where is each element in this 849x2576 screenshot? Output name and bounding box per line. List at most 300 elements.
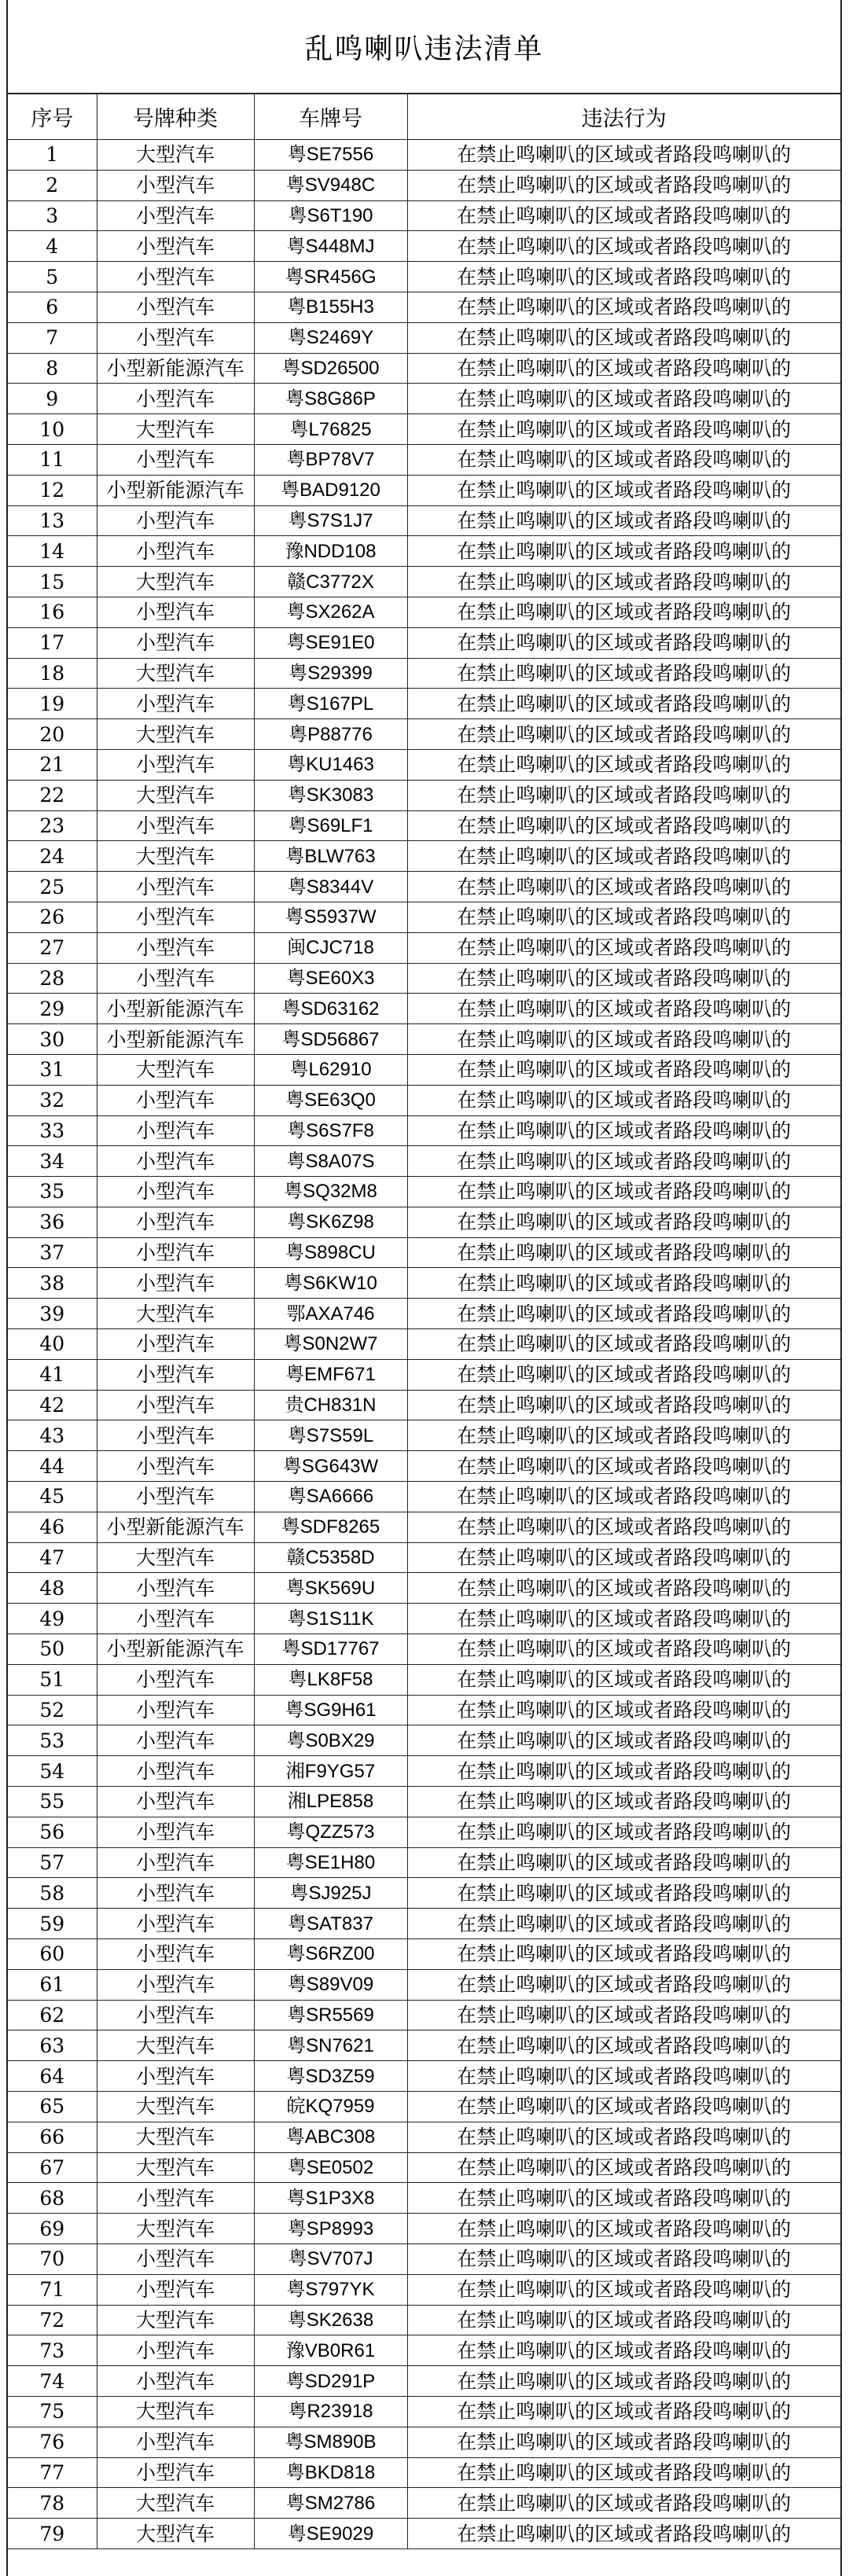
table-row <box>8 262 840 292</box>
table-row <box>8 1482 840 1512</box>
plate-number-cell: 粤S0N2W7 <box>254 1329 407 1360</box>
serial-number-cell: 51 <box>8 1664 97 1695</box>
plate-type-cell: 小型汽车 <box>97 2061 254 2092</box>
serial-number-cell: 63 <box>8 2030 97 2061</box>
plate-number-cell: 粤ABC308 <box>254 2122 407 2152</box>
plate-type-cell: 小型汽车 <box>97 200 254 231</box>
plate-number-cell: 粤S69LF1 <box>254 810 407 841</box>
table-row <box>8 597 840 627</box>
serial-number-cell: 40 <box>8 1329 97 1360</box>
plate-type-cell: 小型汽车 <box>97 1085 254 1115</box>
violation-cell: 在禁止鸣喇叭的区域或者路段鸣喇叭的 <box>407 1268 840 1299</box>
table-row <box>8 627 840 658</box>
serial-number-cell: 46 <box>8 1512 97 1542</box>
plate-number-cell: 粤S89V09 <box>254 1969 407 2000</box>
violation-cell: 在禁止鸣喇叭的区域或者路段鸣喇叭的 <box>407 1299 840 1329</box>
plate-type-cell: 小型汽车 <box>97 2457 254 2488</box>
plate-number-cell: 粤SR456G <box>254 262 407 292</box>
violation-cell: 在禁止鸣喇叭的区域或者路段鸣喇叭的 <box>407 1725 840 1756</box>
plate-number-cell: 粤SE1H80 <box>254 1847 407 1878</box>
table-row <box>8 2000 840 2030</box>
violation-cell: 在禁止鸣喇叭的区域或者路段鸣喇叭的 <box>407 1115 840 1146</box>
plate-number-cell: 闽CJC718 <box>254 932 407 963</box>
violation-cell: 在禁止鸣喇叭的区域或者路段鸣喇叭的 <box>407 231 840 262</box>
table-row <box>8 353 840 384</box>
plate-type-cell: 小型汽车 <box>97 505 254 536</box>
violation-cell: 在禁止鸣喇叭的区域或者路段鸣喇叭的 <box>407 1695 840 1725</box>
serial-number-cell: 21 <box>8 749 97 780</box>
violation-cell: 在禁止鸣喇叭的区域或者路段鸣喇叭的 <box>407 1177 840 1207</box>
serial-number-cell: 20 <box>8 719 97 750</box>
table-row <box>8 1878 840 1909</box>
plate-type-cell: 小型汽车 <box>97 1146 254 1177</box>
violation-cell: 在禁止鸣喇叭的区域或者路段鸣喇叭的 <box>407 2243 840 2274</box>
table-row <box>8 2274 840 2305</box>
table-row <box>8 505 840 536</box>
plate-number-cell: 粤S8344V <box>254 872 407 902</box>
serial-number-cell: 45 <box>8 1482 97 1512</box>
table-header <box>8 94 840 140</box>
table-row <box>8 1420 840 1451</box>
violation-cell: 在禁止鸣喇叭的区域或者路段鸣喇叭的 <box>407 1420 840 1451</box>
plate-number-cell: 粤P88776 <box>254 719 407 750</box>
table-row <box>8 1573 840 1604</box>
plate-number-cell: 粤S797YK <box>254 2274 407 2305</box>
table-row <box>8 140 840 171</box>
violation-cell: 在禁止鸣喇叭的区域或者路段鸣喇叭的 <box>407 1787 840 1817</box>
plate-type-cell: 大型汽车 <box>97 2305 254 2335</box>
table-row <box>8 2519 840 2549</box>
plate-number-cell: 粤SD56867 <box>254 1024 407 1055</box>
plate-number-cell: 粤S2469Y <box>254 322 407 353</box>
violation-cell: 在禁止鸣喇叭的区域或者路段鸣喇叭的 <box>407 749 840 780</box>
plate-type-cell: 小型新能源汽车 <box>97 1512 254 1542</box>
serial-number-cell: 24 <box>8 841 97 872</box>
table-row <box>8 1115 840 1146</box>
violation-cell: 在禁止鸣喇叭的区域或者路段鸣喇叭的 <box>407 1817 840 1847</box>
serial-number-cell: 16 <box>8 597 97 627</box>
table-row <box>8 1054 840 1085</box>
plate-number-cell: 粤SE7556 <box>254 140 407 171</box>
plate-type-cell: 大型汽车 <box>97 2122 254 2152</box>
plate-type-cell: 小型汽车 <box>97 2243 254 2274</box>
header-plate-type: 号牌种类 <box>97 94 254 140</box>
serial-number-cell: 13 <box>8 505 97 536</box>
plate-type-cell: 小型新能源汽车 <box>97 994 254 1024</box>
serial-number-cell: 28 <box>8 963 97 994</box>
table-row <box>8 1787 840 1817</box>
violation-cell: 在禁止鸣喇叭的区域或者路段鸣喇叭的 <box>407 597 840 627</box>
serial-number-cell: 48 <box>8 1573 97 1604</box>
plate-number-cell: 湘LPE858 <box>254 1787 407 1817</box>
plate-number-cell: 粤S7S59L <box>254 1420 407 1451</box>
serial-number-cell: 11 <box>8 444 97 475</box>
table-row <box>8 1390 840 1420</box>
violation-cell: 在禁止鸣喇叭的区域或者路段鸣喇叭的 <box>407 719 840 750</box>
plate-type-cell: 小型汽车 <box>97 2335 254 2366</box>
serial-number-cell: 35 <box>8 1177 97 1207</box>
table-row <box>8 2305 840 2335</box>
plate-type-cell: 小型新能源汽车 <box>97 475 254 505</box>
table-row <box>8 2366 840 2397</box>
plate-type-cell: 大型汽车 <box>97 841 254 872</box>
plate-number-cell: 粤SM2786 <box>254 2488 407 2519</box>
plate-type-cell: 大型汽车 <box>97 1299 254 1329</box>
violation-cell: 在禁止鸣喇叭的区域或者路段鸣喇叭的 <box>407 2305 840 2335</box>
table-row <box>8 567 840 597</box>
serial-number-cell: 79 <box>8 2519 97 2549</box>
plate-type-cell: 小型汽车 <box>97 1817 254 1847</box>
plate-type-cell: 小型汽车 <box>97 902 254 932</box>
plate-type-cell: 大型汽车 <box>97 2092 254 2122</box>
violation-cell: 在禁止鸣喇叭的区域或者路段鸣喇叭的 <box>407 1939 840 1970</box>
plate-type-cell: 小型汽车 <box>97 170 254 200</box>
plate-type-cell: 小型汽车 <box>97 1604 254 1634</box>
violation-cell: 在禁止鸣喇叭的区域或者路段鸣喇叭的 <box>407 1207 840 1237</box>
serial-number-cell: 64 <box>8 2061 97 2092</box>
violation-cell: 在禁止鸣喇叭的区域或者路段鸣喇叭的 <box>407 2427 840 2457</box>
violation-cell: 在禁止鸣喇叭的区域或者路段鸣喇叭的 <box>407 414 840 445</box>
table-row <box>8 749 840 780</box>
plate-type-cell: 大型汽车 <box>97 1542 254 1573</box>
table-row <box>8 292 840 322</box>
table-row <box>8 2183 840 2214</box>
serial-number-cell: 7 <box>8 322 97 353</box>
header-violation: 违法行为 <box>407 94 840 140</box>
plate-type-cell: 小型新能源汽车 <box>97 1024 254 1055</box>
violation-cell: 在禁止鸣喇叭的区域或者路段鸣喇叭的 <box>407 1237 840 1268</box>
plate-number-cell: 粤R23918 <box>254 2396 407 2427</box>
table-row <box>8 1329 840 1360</box>
plate-type-cell: 小型汽车 <box>97 689 254 719</box>
serial-number-cell: 69 <box>8 2214 97 2244</box>
violation-cell: 在禁止鸣喇叭的区域或者路段鸣喇叭的 <box>407 292 840 322</box>
plate-number-cell: 粤SN7621 <box>254 2030 407 2061</box>
plate-number-cell: 贵CH831N <box>254 1390 407 1420</box>
table-row <box>8 810 840 841</box>
violation-cell: 在禁止鸣喇叭的区域或者路段鸣喇叭的 <box>407 140 840 171</box>
violation-cell: 在禁止鸣喇叭的区域或者路段鸣喇叭的 <box>407 353 840 384</box>
table-row <box>8 444 840 475</box>
violation-cell: 在禁止鸣喇叭的区域或者路段鸣喇叭的 <box>407 1756 840 1787</box>
plate-number-cell: 粤SD291P <box>254 2366 407 2397</box>
violation-cell: 在禁止鸣喇叭的区域或者路段鸣喇叭的 <box>407 1664 840 1695</box>
serial-number-cell: 50 <box>8 1634 97 1665</box>
plate-number-cell: 粤S0BX29 <box>254 1725 407 1756</box>
plate-number-cell: 鄂AXA746 <box>254 1299 407 1329</box>
table-row <box>8 536 840 567</box>
plate-number-cell: 粤SA6666 <box>254 1482 407 1512</box>
plate-number-cell: 粤SV948C <box>254 170 407 200</box>
table-row <box>8 1207 840 1237</box>
plate-type-cell: 小型新能源汽车 <box>97 353 254 384</box>
serial-number-cell: 30 <box>8 1024 97 1055</box>
plate-type-cell: 小型汽车 <box>97 1939 254 1970</box>
table-row <box>8 170 840 200</box>
serial-number-cell: 67 <box>8 2152 97 2183</box>
violation-cell: 在禁止鸣喇叭的区域或者路段鸣喇叭的 <box>407 384 840 414</box>
plate-number-cell: 粤KU1463 <box>254 749 407 780</box>
violation-cell: 在禁止鸣喇叭的区域或者路段鸣喇叭的 <box>407 2152 840 2183</box>
table-row <box>8 2061 840 2092</box>
plate-type-cell: 小型汽车 <box>97 1969 254 2000</box>
table-row <box>8 1756 840 1787</box>
violation-cell: 在禁止鸣喇叭的区域或者路段鸣喇叭的 <box>407 200 840 231</box>
plate-type-cell: 小型汽车 <box>97 1207 254 1237</box>
plate-type-cell: 大型汽车 <box>97 719 254 750</box>
plate-number-cell: 豫NDD108 <box>254 536 407 567</box>
serial-number-cell: 65 <box>8 2092 97 2122</box>
serial-number-cell: 49 <box>8 1604 97 1634</box>
violation-cell: 在禁止鸣喇叭的区域或者路段鸣喇叭的 <box>407 505 840 536</box>
plate-type-cell: 小型汽车 <box>97 2427 254 2457</box>
violation-cell: 在禁止鸣喇叭的区域或者路段鸣喇叭的 <box>407 2183 840 2214</box>
violation-cell: 在禁止鸣喇叭的区域或者路段鸣喇叭的 <box>407 1359 840 1390</box>
table-row <box>8 2030 840 2061</box>
violation-cell: 在禁止鸣喇叭的区域或者路段鸣喇叭的 <box>407 475 840 505</box>
serial-number-cell: 2 <box>8 170 97 200</box>
plate-number-cell: 粤SD26500 <box>254 353 407 384</box>
serial-number-cell: 59 <box>8 1909 97 1939</box>
table-body <box>8 140 840 2549</box>
serial-number-cell: 19 <box>8 689 97 719</box>
violation-cell: 在禁止鸣喇叭的区域或者路段鸣喇叭的 <box>407 1024 840 1055</box>
plate-number-cell: 豫VB0R61 <box>254 2335 407 2366</box>
table-row <box>8 384 840 414</box>
plate-type-cell: 小型汽车 <box>97 1878 254 1909</box>
serial-number-cell: 4 <box>8 231 97 262</box>
plate-type-cell: 大型汽车 <box>97 658 254 689</box>
table-row <box>8 932 840 963</box>
violation-cell: 在禁止鸣喇叭的区域或者路段鸣喇叭的 <box>407 2092 840 2122</box>
plate-type-cell: 小型汽车 <box>97 262 254 292</box>
table-row <box>8 719 840 750</box>
violation-cell: 在禁止鸣喇叭的区域或者路段鸣喇叭的 <box>407 1512 840 1542</box>
violation-cell: 在禁止鸣喇叭的区域或者路段鸣喇叭的 <box>407 1573 840 1604</box>
plate-number-cell: 粤S1S11K <box>254 1604 407 1634</box>
plate-type-cell: 小型汽车 <box>97 1725 254 1756</box>
plate-type-cell: 小型汽车 <box>97 1451 254 1482</box>
violation-cell: 在禁止鸣喇叭的区域或者路段鸣喇叭的 <box>407 1878 840 1909</box>
serial-number-cell: 23 <box>8 810 97 841</box>
serial-number-cell: 61 <box>8 1969 97 2000</box>
plate-type-cell: 小型汽车 <box>97 1695 254 1725</box>
plate-type-cell: 小型汽车 <box>97 1573 254 1604</box>
serial-number-cell: 74 <box>8 2366 97 2397</box>
plate-type-cell: 小型汽车 <box>97 1847 254 1878</box>
plate-type-cell: 小型汽车 <box>97 1268 254 1299</box>
serial-number-cell: 77 <box>8 2457 97 2488</box>
table-row <box>8 1817 840 1847</box>
table-row <box>8 2396 840 2427</box>
serial-number-cell: 47 <box>8 1542 97 1573</box>
table-row <box>8 2427 840 2457</box>
violation-cell: 在禁止鸣喇叭的区域或者路段鸣喇叭的 <box>407 841 840 872</box>
serial-number-cell: 42 <box>8 1390 97 1420</box>
plate-number-cell: 粤SE9029 <box>254 2519 407 2549</box>
serial-number-cell: 39 <box>8 1299 97 1329</box>
violation-cell: 在禁止鸣喇叭的区域或者路段鸣喇叭的 <box>407 567 840 597</box>
table-row <box>8 872 840 902</box>
plate-number-cell: 粤S6T190 <box>254 200 407 231</box>
plate-type-cell: 大型汽车 <box>97 414 254 445</box>
plate-type-cell: 小型汽车 <box>97 963 254 994</box>
violation-cell: 在禁止鸣喇叭的区域或者路段鸣喇叭的 <box>407 1542 840 1573</box>
plate-type-cell: 小型汽车 <box>97 932 254 963</box>
table-row <box>8 1177 840 1207</box>
serial-number-cell: 31 <box>8 1054 97 1085</box>
table-row <box>8 2092 840 2122</box>
plate-type-cell: 大型汽车 <box>97 2396 254 2427</box>
violation-cell: 在禁止鸣喇叭的区域或者路段鸣喇叭的 <box>407 1329 840 1360</box>
plate-type-cell: 小型汽车 <box>97 597 254 627</box>
table-row <box>8 1299 840 1329</box>
violation-cell: 在禁止鸣喇叭的区域或者路段鸣喇叭的 <box>407 902 840 932</box>
plate-type-cell: 大型汽车 <box>97 2519 254 2549</box>
plate-number-cell: 粤BP78V7 <box>254 444 407 475</box>
table-row <box>8 780 840 810</box>
table-row <box>8 2214 840 2244</box>
violation-list-sheet <box>6 0 842 2576</box>
plate-number-cell: 赣C3772X <box>254 567 407 597</box>
table-row <box>8 231 840 262</box>
serial-number-cell: 73 <box>8 2335 97 2366</box>
table-row <box>8 1695 840 1725</box>
plate-number-cell: 皖KQ7959 <box>254 2092 407 2122</box>
plate-type-cell: 小型汽车 <box>97 1482 254 1512</box>
plate-type-cell: 小型汽车 <box>97 322 254 353</box>
serial-number-cell: 38 <box>8 1268 97 1299</box>
plate-number-cell: 粤SE63Q0 <box>254 1085 407 1115</box>
plate-type-cell: 小型汽车 <box>97 2000 254 2030</box>
serial-number-cell: 70 <box>8 2243 97 2274</box>
serial-number-cell: 34 <box>8 1146 97 1177</box>
table-row <box>8 1847 840 1878</box>
serial-number-cell: 10 <box>8 414 97 445</box>
serial-number-cell: 14 <box>8 536 97 567</box>
plate-number-cell: 粤S1P3X8 <box>254 2183 407 2214</box>
plate-number-cell: 粤B155H3 <box>254 292 407 322</box>
plate-type-cell: 大型汽车 <box>97 567 254 597</box>
plate-type-cell: 大型汽车 <box>97 2214 254 2244</box>
table-row <box>8 1939 840 1970</box>
plate-number-cell: 粤L62910 <box>254 1054 407 1085</box>
plate-type-cell: 小型汽车 <box>97 1115 254 1146</box>
serial-number-cell: 1 <box>8 140 97 171</box>
violation-cell: 在禁止鸣喇叭的区域或者路段鸣喇叭的 <box>407 1847 840 1878</box>
violation-cell: 在禁止鸣喇叭的区域或者路段鸣喇叭的 <box>407 932 840 963</box>
serial-number-cell: 12 <box>8 475 97 505</box>
violation-cell: 在禁止鸣喇叭的区域或者路段鸣喇叭的 <box>407 2335 840 2366</box>
table-row <box>8 1268 840 1299</box>
table-row <box>8 1146 840 1177</box>
serial-number-cell: 71 <box>8 2274 97 2305</box>
header-plate-number: 车牌号 <box>254 94 407 140</box>
plate-number-cell: 粤SE60X3 <box>254 963 407 994</box>
violation-cell: 在禁止鸣喇叭的区域或者路段鸣喇叭的 <box>407 2061 840 2092</box>
table-row <box>8 994 840 1024</box>
plate-type-cell: 小型汽车 <box>97 1329 254 1360</box>
violation-cell: 在禁止鸣喇叭的区域或者路段鸣喇叭的 <box>407 2214 840 2244</box>
plate-type-cell: 小型新能源汽车 <box>97 1634 254 1665</box>
table-row <box>8 1512 840 1542</box>
plate-type-cell: 大型汽车 <box>97 1054 254 1085</box>
plate-number-cell: 粤SQ32M8 <box>254 1177 407 1207</box>
plate-type-cell: 小型汽车 <box>97 1420 254 1451</box>
plate-number-cell: 粤EMF671 <box>254 1359 407 1390</box>
serial-number-cell: 33 <box>8 1115 97 1146</box>
violation-cell: 在禁止鸣喇叭的区域或者路段鸣喇叭的 <box>407 1146 840 1177</box>
plate-number-cell: 粤SP8993 <box>254 2214 407 2244</box>
plate-number-cell: 粤S6S7F8 <box>254 1115 407 1146</box>
table-row <box>8 1024 840 1055</box>
serial-number-cell: 6 <box>8 292 97 322</box>
violation-cell: 在禁止鸣喇叭的区域或者路段鸣喇叭的 <box>407 1451 840 1482</box>
violation-cell: 在禁止鸣喇叭的区域或者路段鸣喇叭的 <box>407 1969 840 2000</box>
plate-number-cell: 粤S6KW10 <box>254 1268 407 1299</box>
header-row <box>8 94 840 140</box>
serial-number-cell: 60 <box>8 1939 97 1970</box>
plate-type-cell: 大型汽车 <box>97 780 254 810</box>
violation-cell: 在禁止鸣喇叭的区域或者路段鸣喇叭的 <box>407 2366 840 2397</box>
table-row <box>8 1634 840 1665</box>
serial-number-cell: 43 <box>8 1420 97 1451</box>
plate-number-cell: 粤SK2638 <box>254 2305 407 2335</box>
table-row <box>8 2335 840 2366</box>
serial-number-cell: 72 <box>8 2305 97 2335</box>
plate-number-cell: 粤SK569U <box>254 1573 407 1604</box>
plate-number-cell: 粤BLW763 <box>254 841 407 872</box>
violation-cell: 在禁止鸣喇叭的区域或者路段鸣喇叭的 <box>407 872 840 902</box>
plate-type-cell: 小型汽车 <box>97 749 254 780</box>
violation-cell: 在禁止鸣喇叭的区域或者路段鸣喇叭的 <box>407 2396 840 2427</box>
plate-number-cell: 粤SK6Z98 <box>254 1207 407 1237</box>
plate-number-cell: 湘F9YG57 <box>254 1756 407 1787</box>
serial-number-cell: 52 <box>8 1695 97 1725</box>
plate-type-cell: 大型汽车 <box>97 140 254 171</box>
serial-number-cell: 54 <box>8 1756 97 1787</box>
plate-number-cell: 粤SJ925J <box>254 1878 407 1909</box>
plate-number-cell: 粤L76825 <box>254 414 407 445</box>
serial-number-cell: 44 <box>8 1451 97 1482</box>
violation-cell: 在禁止鸣喇叭的区域或者路段鸣喇叭的 <box>407 1634 840 1665</box>
plate-type-cell: 小型汽车 <box>97 810 254 841</box>
plate-type-cell: 小型汽车 <box>97 444 254 475</box>
violation-cell: 在禁止鸣喇叭的区域或者路段鸣喇叭的 <box>407 1390 840 1420</box>
serial-number-cell: 3 <box>8 200 97 231</box>
violation-cell: 在禁止鸣喇叭的区域或者路段鸣喇叭的 <box>407 2457 840 2488</box>
serial-number-cell: 56 <box>8 1817 97 1847</box>
plate-number-cell: 粤S8A07S <box>254 1146 407 1177</box>
plate-number-cell: 粤SD3Z59 <box>254 2061 407 2092</box>
plate-type-cell: 小型汽车 <box>97 1787 254 1817</box>
serial-number-cell: 15 <box>8 567 97 597</box>
violation-table <box>8 94 840 2549</box>
plate-number-cell: 粤SX262A <box>254 597 407 627</box>
plate-number-cell: 赣C5358D <box>254 1542 407 1573</box>
plate-type-cell: 小型汽车 <box>97 2274 254 2305</box>
plate-number-cell: 粤SD17767 <box>254 1634 407 1665</box>
plate-type-cell: 小型汽车 <box>97 1177 254 1207</box>
table-row <box>8 1604 840 1634</box>
serial-number-cell: 26 <box>8 902 97 932</box>
table-row <box>8 2122 840 2152</box>
violation-cell: 在禁止鸣喇叭的区域或者路段鸣喇叭的 <box>407 262 840 292</box>
serial-number-cell: 57 <box>8 1847 97 1878</box>
plate-number-cell: 粤S29399 <box>254 658 407 689</box>
plate-type-cell: 小型汽车 <box>97 2183 254 2214</box>
table-row <box>8 963 840 994</box>
